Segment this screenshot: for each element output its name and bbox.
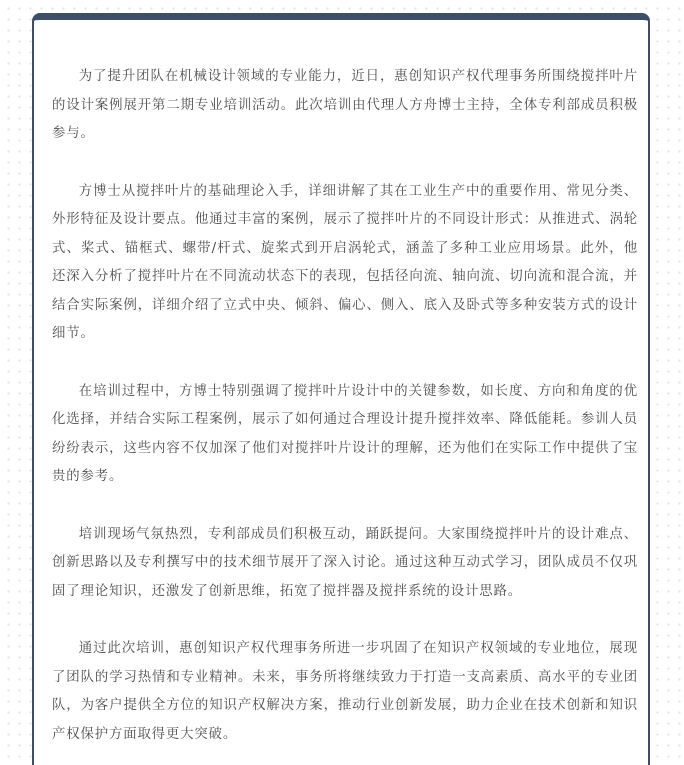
article-body: [52, 33, 638, 749]
paragraph-intro: 为了提升团队在机械设计领域的专业能力，近日，惠创知识产权代理事务所围绕搅拌叶片的设计案例展开第二期专业培训活动。此次培训由代理人方舟博士主持，全体专利部成员积极参与。: [52, 69, 638, 141]
paragraph-key-parameters: 在培训过程中，方博士特别强调了搅拌叶片设计中的关键参数，如长度、方向和角度的优化选择，并结合实际工程案例，展示了如何通过合理设计提升搅拌效率、降低能耗。参训人员纷纷表示，这些内容不仅加深了他们对搅拌叶片设计的理解，还为他们在实际工作中提供了宝贵的参考。: [52, 383, 638, 484]
paragraph-interaction: 培训现场气氛热烈，专利部成员们积极互动，踊跃提问。大家围绕搅拌叶片的设计难点、创新思路以及专利撰写中的技术细节展开了深入讨论。通过这种互动式学习，团队成员不仅巩固了理论知识，还激发了创新思维，拓宽了搅拌器及搅拌系统的设计思路。: [52, 526, 638, 599]
paragraph-conclusion: 通过此次培训，惠创知识产权代理事务所进一步巩固了在知识产权领域的专业地位，展现了团队的学习热情和专业精神。未来，事务所将继续致力于打造一支高素质、高水平的专业团队，为客户提供全方位的知识产权解决方案，推动行业创新发展，助力企业在技术创新和知识产权保护方面取得更大突破。: [52, 641, 638, 742]
paragraph-theory: 方博士从搅拌叶片的基础理论入手，详细讲解了其在工业生产中的重要作用、常见分类、外形特征及设计要点。他通过丰富的案例，展示了搅拌叶片的不同设计形式：从推进式、涡轮式、桨式、锚框式、螺带/杆式、旋桨式到开启涡轮式，涵盖了多种工业应用场景。此外，他还深入分析了搅拌叶片在不同流动状态下的表现，包括径向流、轴向流、切向流和混合流，并结合实际案例，详细介绍了立式中央、倾斜、偏心、侧入、底入及卧式等多种安装方式的设计细节。: [52, 183, 638, 341]
